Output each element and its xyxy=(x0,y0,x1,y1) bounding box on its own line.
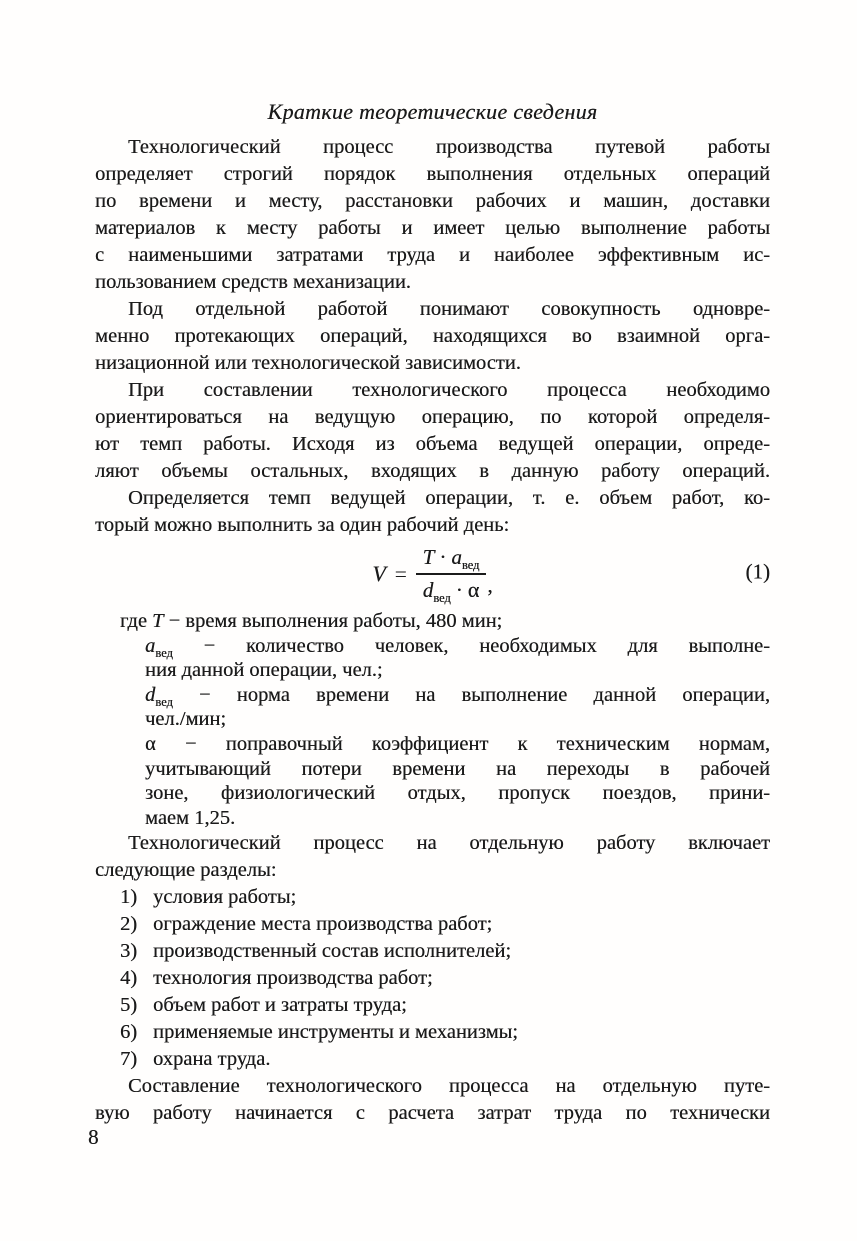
text-line: ния данной операции, чел.; xyxy=(145,659,383,682)
paragraph xyxy=(95,296,770,377)
formula-block xyxy=(95,539,770,609)
list-item-number: 1) xyxy=(120,886,138,909)
paragraph xyxy=(95,830,770,884)
section-title: Краткие теоретические сведения xyxy=(267,99,598,124)
list-item-number: 4) xyxy=(120,967,138,990)
list-item xyxy=(95,965,770,992)
text-line: низационной или технологической зависимости. xyxy=(95,352,521,374)
text-line: торый можно выполнить за один рабочий день: xyxy=(95,514,510,536)
list-item-number: 6) xyxy=(120,1021,138,1044)
formula-comma: , xyxy=(487,572,493,597)
paragraph xyxy=(95,134,770,296)
text-line: учитывающий потери времени на переходы в рабочей xyxy=(145,757,770,780)
page-content xyxy=(95,98,770,1127)
math-variable: a xyxy=(145,634,156,657)
text-line: чел./мин; xyxy=(145,708,227,731)
list-item-number: 2) xyxy=(120,913,138,936)
subscript: вед xyxy=(155,694,173,709)
content-top xyxy=(95,98,770,539)
variable-definitions xyxy=(120,609,770,830)
text-line: Составление технологического процесса на отдельную путе- xyxy=(128,1075,770,1098)
paragraph xyxy=(95,485,770,539)
text-line: следующие разделы: xyxy=(95,859,277,882)
fraction xyxy=(416,545,487,606)
list-item-text: условия работы; xyxy=(153,886,297,909)
text-line: по времени и месту, расстановки рабочих и машин, доставки xyxy=(95,190,770,212)
equation-number: (1) xyxy=(745,559,770,584)
fraction-denominator xyxy=(416,575,487,606)
text-line: Технологический процесс на отдельную работу включает xyxy=(128,832,770,855)
list-item xyxy=(95,1019,770,1046)
fraction-numerator xyxy=(416,545,487,575)
text-line: пользованием средств механизации. xyxy=(95,271,411,293)
formula-lhs xyxy=(372,561,385,587)
page-number: 8 xyxy=(88,1125,99,1149)
text-line: вую работу начинается с расчета затрат труда по технически xyxy=(95,1102,770,1125)
content-bottom xyxy=(95,609,770,1127)
text-line: Под отдельной работой понимают совокупность одновре- xyxy=(128,298,770,320)
text-line: Определяется темп ведущей операции, т. е. объем работ, ко- xyxy=(128,487,770,509)
list-item xyxy=(95,884,770,911)
subscript-ved: вед xyxy=(433,591,451,606)
list-item xyxy=(95,911,770,938)
text-line: менно протекающих операций, находящихся во взаимной орга- xyxy=(95,325,770,347)
text-line: зоне, физиологический отдых, пропуск поездов, прини- xyxy=(145,782,770,805)
variable-d: d xyxy=(422,578,434,602)
list-item-text: применяемые инструменты и механизмы; xyxy=(153,1021,519,1044)
text-line: с наименьшими затратами труда и наиболее эффективным ис- xyxy=(95,244,770,266)
list-item-text: производственный состав исполнителей; xyxy=(153,940,512,963)
variable-T: T xyxy=(422,545,435,569)
list-item xyxy=(95,992,770,1019)
list-item xyxy=(95,1046,770,1073)
list-item-number: 7) xyxy=(120,1048,138,1071)
text-line: материалов к месту работы и имеет целью выполнение работы xyxy=(95,217,770,239)
subscript: вед xyxy=(155,645,173,660)
list-item-text: объем работ и затраты труда; xyxy=(153,994,407,1017)
list-item xyxy=(95,938,770,965)
text-line: где T − время выполнения работы, 480 мин; xyxy=(120,610,503,632)
math-variable: T xyxy=(152,610,164,632)
list-item-text: охрана труда. xyxy=(153,1048,271,1071)
list-item-number: 5) xyxy=(120,994,138,1017)
text-line: ляют объемы остальных, входящих в данную работу операций. xyxy=(95,460,770,482)
subscript-ved: вед xyxy=(461,558,480,573)
list-item-text: ограждение места производства работ; xyxy=(153,913,493,936)
paragraph xyxy=(95,377,770,485)
paragraph xyxy=(95,1073,770,1127)
text-line: $a_{вед}$ − количество человек, необходимых для выполне- xyxy=(145,634,770,660)
text-line: α − поправочный коэффициент к техническим нормам, xyxy=(145,732,770,755)
text-line: ориентироваться на ведущую операцию, по которой определя- xyxy=(95,406,770,428)
list-item-number: 3) xyxy=(120,940,138,963)
variable-alpha: α xyxy=(467,577,480,602)
list-item-text: технология производства работ; xyxy=(153,967,433,990)
text-line: $d_{вед}$ − норма времени на выполнение данной операции, xyxy=(145,683,770,709)
formula-expression xyxy=(372,545,493,606)
multiply-dot: · xyxy=(439,545,447,569)
numbered-list xyxy=(95,884,770,1073)
multiply-dot: · xyxy=(455,578,463,602)
variable-V: V xyxy=(372,561,386,586)
text-line: Технологический процесс производства путевой работы xyxy=(128,136,770,158)
math-variable: d xyxy=(145,683,156,706)
variable-a: a xyxy=(451,545,462,569)
text-line: определяет строгий порядок выполнения отдельных операций xyxy=(95,163,770,185)
text-line: При составлении технологического процесса необходимо xyxy=(128,379,770,401)
text-line: ют темп работы. Исходя из объема ведущей операции, опреде- xyxy=(95,433,770,455)
text-line: маем 1,25. xyxy=(145,806,236,829)
equals-sign: = xyxy=(394,561,407,586)
